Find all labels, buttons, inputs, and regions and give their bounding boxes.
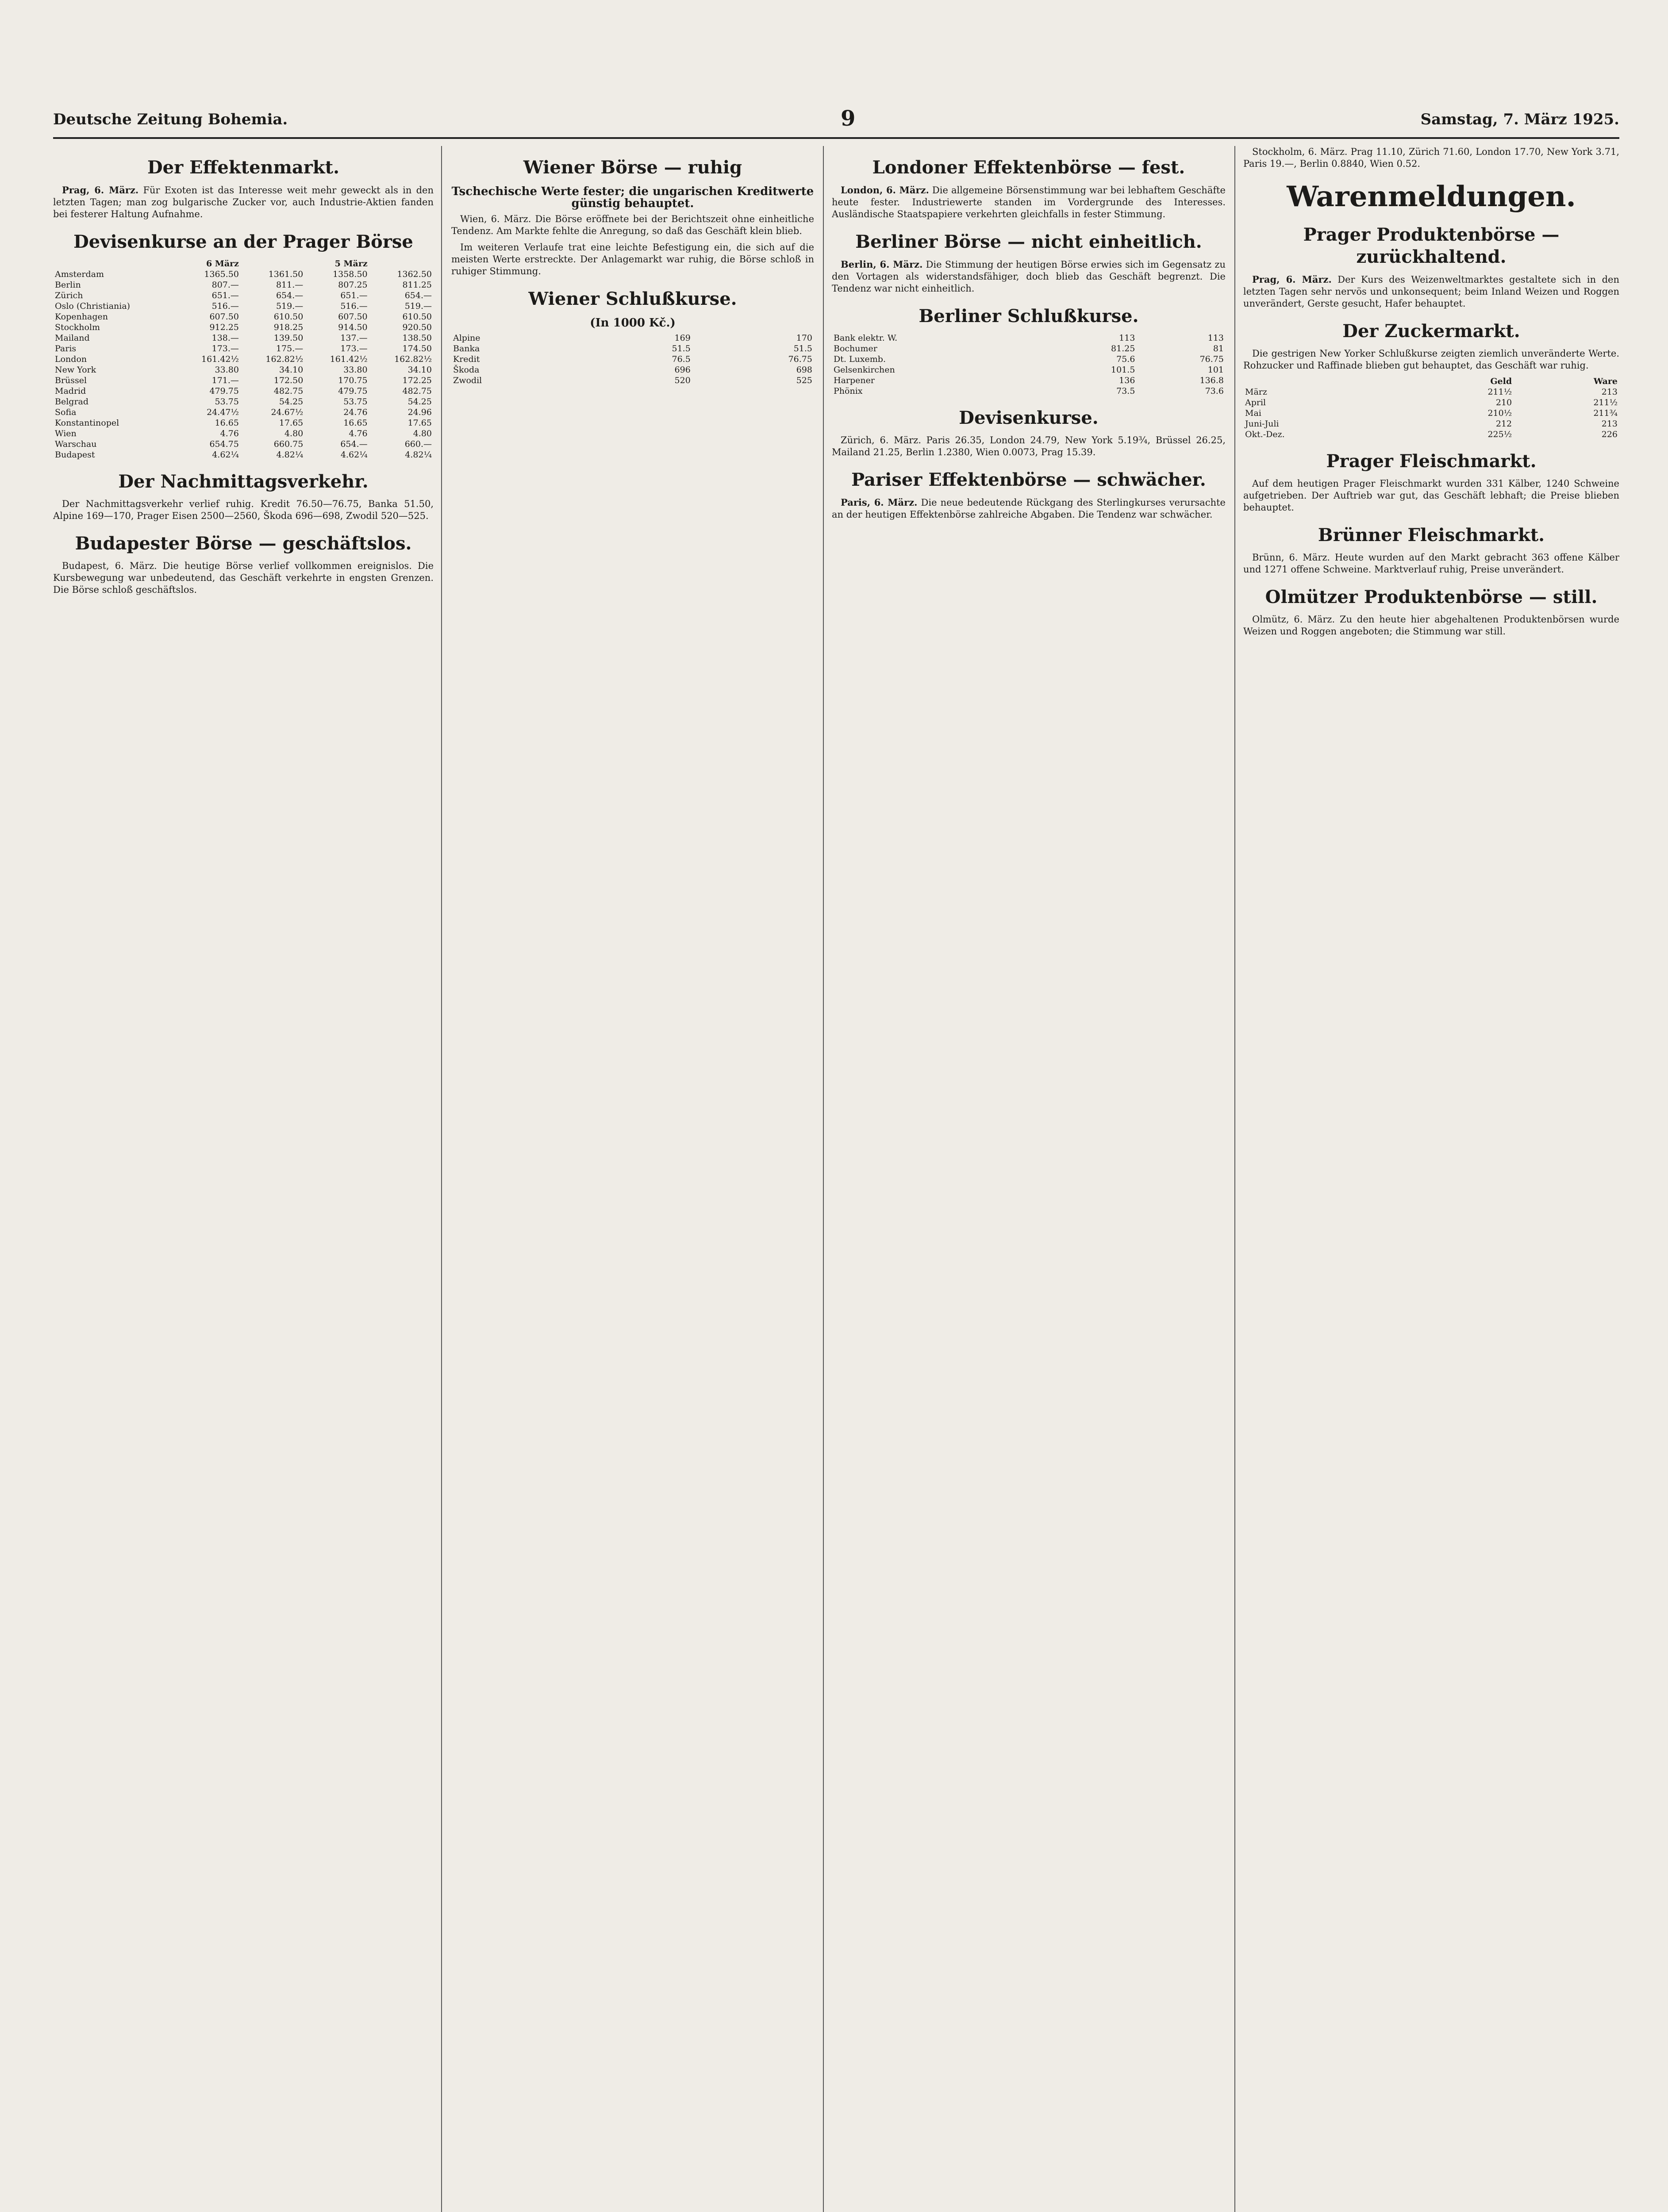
rate-cell: 138.50 [402, 333, 432, 343]
row-label: Bank elektr. W. [834, 333, 898, 343]
section-title: Prager Produktenbörse — zurückhaltend. [1303, 224, 1560, 267]
page-header [53, 106, 1619, 139]
table-row [451, 375, 814, 386]
berliner-schlusskurse-table [832, 333, 1226, 396]
paragraph: Wien, 6. März. Die Börse eröffnete bei der Berichtszeit ohne einheitliche Tendenz. Am Markte fehlte die Anregung, so daß das Geschäft klein blieb. [451, 214, 814, 236]
row-label: Wien [55, 429, 77, 438]
rate-cell: 53.75 [343, 397, 368, 407]
paragraph: Olmütz, 6. März. Zu den heute hier abgehaltenen Produktenbörsen wurde Weizen und Roggen angeboten; die Stimmung war still. [1243, 614, 1619, 637]
rate-cell: 169 [674, 333, 691, 343]
row-label: Warschau [55, 439, 97, 449]
paragraph: Die gestrigen New Yorker Schlußkurse zeigten ziemlich unveränderte Werte. Rohzucker und Raffinade blieben gut behauptet, das Geschäft war ruhig. [1243, 348, 1619, 371]
column-divider [823, 146, 824, 2212]
rate-cell: 4.76 [220, 429, 239, 438]
dateline: London, 6. März. [841, 184, 929, 196]
rate-cell: 4.82¼ [276, 450, 304, 460]
rate-cell: 914.50 [338, 323, 368, 332]
page-number: 9 [841, 106, 856, 131]
table-row [832, 333, 1226, 343]
table-row [53, 449, 434, 460]
rate-cell: 76.75 [788, 354, 812, 364]
row-label: Berlin [55, 280, 81, 290]
section-title: Brünner Fleischmarkt. [1318, 525, 1545, 545]
rate-cell: 807.— [211, 280, 239, 290]
rate-cell: 173.— [211, 344, 239, 353]
table-row [53, 407, 434, 418]
paragraph: Budapest, 6. März. Die heutige Börse verlief vollkommen ereignislos. Die Kursbewegung war unbedeutend, das Geschäft verkehrte in engsten Grenzen. Die Börse schloß geschäftslos. [53, 561, 434, 595]
rate-cell: 54.25 [279, 397, 304, 407]
rate-cell: 161.42½ [201, 354, 239, 364]
section-title: Warenmeldungen. [1287, 180, 1576, 213]
rate-cell: 162.82½ [265, 354, 304, 364]
paragraph-text: Für Exoten ist das Interesse weit mehr geweckt als in den letzten Tagen; man zog bulgarische Zucker vor, auch Industrie-Aktien fanden bei festerer Haltung Aufnahme. [53, 185, 434, 219]
rate-cell: 138.— [211, 333, 239, 343]
section-title: Wiener Börse — ruhig [523, 157, 742, 178]
table-row [53, 269, 434, 280]
paragraph: Der Nachmittagsverkehr verlief ruhig. Kredit 76.50—76.75, Banka 51.50, Alpine 169—170, Prager Eisen 2500—2560, Škoda 696—698, Zwodil 520—525. [53, 499, 434, 521]
rate-cell: 136 [1119, 376, 1135, 385]
table-row [53, 396, 434, 407]
paris-zucker-table [1243, 376, 1619, 440]
dateline: Prag, 6. März. [62, 184, 139, 196]
row-label: Gelsenkirchen [834, 365, 895, 375]
rate-cell: 24.96 [407, 407, 432, 417]
paragraph: Stockholm, 6. März. Prag 11.10, Zürich 71.60, London 17.70, New York 3.71, Paris 19.—, Berlin 0.8840, Wien 0.52. [1243, 146, 1619, 169]
rate-cell: 807.25 [338, 280, 368, 290]
section-title: Devisenkurse. [959, 407, 1099, 428]
rate-cell: 660.75 [273, 439, 304, 449]
rate-cell: 654.75 [209, 439, 239, 449]
rate-cell: 170.75 [338, 376, 368, 385]
table-row [53, 333, 434, 343]
paragraph-text: Der Kurs des Weizenweltmarktes gestaltete sich in den letzten Tagen sehr nervös und unkonsequent; beim Inland Weizen und Roggen unverändert, Gerste gesucht, Hafer behauptet. [1243, 274, 1619, 309]
rate-cell: 51.5 [793, 344, 812, 353]
section-title: Berliner Schlußkurse. [919, 306, 1139, 326]
row-label: Mai [1245, 408, 1261, 418]
rate-cell: 1361.50 [268, 269, 304, 279]
column-header [241, 258, 305, 269]
rate-cell: 519.— [276, 301, 304, 311]
table-row [1243, 419, 1619, 429]
dateline: Prag, 6. März. [1252, 274, 1332, 285]
paragraph: Zürich, 6. März. Paris 26.35, London 24.79, New York 5.19¾, Brüssel 26.25, Mailand 21.25, Berlin 1.2380, Wien 0.0073, Prag 15.39. [832, 435, 1226, 457]
table-row [451, 343, 814, 354]
section-title: Londoner Effektenbörse — fest. [872, 157, 1185, 178]
section-title: Pariser Effektenbörse — schwächer. [851, 469, 1206, 490]
issue-date: Samstag, 7. März 1925. [1420, 111, 1619, 128]
rate-cell: 174.50 [402, 344, 432, 353]
rate-cell: 213 [1601, 419, 1618, 429]
row-label: Stockholm [55, 323, 100, 332]
table-header-row [53, 258, 434, 269]
table-row [53, 365, 434, 375]
paragraph: Im weiteren Verlaufe trat eine leichte Befestigung ein, die sich auf die meisten Werte erstreckte. Der Anlagemarkt war ruhig, die Börse schloß in ruhiger Stimmung. [451, 242, 814, 276]
rate-cell: 654.— [276, 291, 304, 300]
section-title: Olmützer Produktenbörse — still. [1265, 587, 1598, 607]
table-row [832, 386, 1226, 396]
rate-cell: 1365.50 [204, 269, 239, 279]
table-row [53, 280, 434, 290]
row-label: April [1245, 398, 1266, 407]
rate-cell: 4.80 [284, 429, 304, 438]
rate-cell: 607.50 [338, 312, 368, 322]
rate-cell: 607.50 [209, 312, 239, 322]
rate-cell: 610.50 [273, 312, 304, 322]
rate-cell: 34.10 [407, 365, 432, 375]
table-row [451, 365, 814, 375]
column-header: 5 März [334, 259, 368, 269]
rate-cell: 4.82¼ [405, 450, 432, 460]
rate-cell: 520 [674, 376, 691, 385]
table-row [53, 343, 434, 354]
rate-cell: 4.80 [413, 429, 432, 438]
row-label: Zürich [55, 291, 83, 300]
rate-cell: 211½ [1593, 398, 1618, 407]
rate-cell: 516.— [211, 301, 239, 311]
rate-cell: 17.65 [279, 418, 304, 428]
column-2 [451, 146, 814, 2212]
row-label: Sofia [55, 407, 77, 417]
row-label: London [55, 354, 87, 364]
column-divider [441, 146, 442, 2212]
row-label: Konstantinopel [55, 418, 119, 428]
rate-cell: 33.80 [343, 365, 368, 375]
table-row [1243, 429, 1619, 440]
newspaper-name: Deutsche Zeitung Bohemia. [53, 111, 288, 128]
rate-cell: 24.67½ [271, 407, 304, 417]
rate-cell: 172.50 [273, 376, 304, 385]
wiener-schlusskurse-table [451, 333, 814, 386]
rate-cell: 651.— [340, 291, 368, 300]
paragraph: Brünn, 6. März. Heute wurden auf den Markt gebracht 363 offene Kälber und 1271 offene Schweine. Marktverlauf ruhig, Preise unverändert. [1243, 552, 1619, 575]
section-title: Devisenkurse an der Prager Börse [73, 231, 413, 252]
paragraph-text: Die Stimmung der heutigen Börse erwies sich im Gegensatz zu den Vortagen als widerstandsfähiger, doch blieb das Geschäft begrenzt. Die Tendenz war nicht einheitlich. [832, 259, 1226, 294]
devisen-table [53, 258, 434, 460]
rate-cell: 516.— [340, 301, 368, 311]
row-label: Harpener [834, 376, 875, 385]
table-header-row [1243, 376, 1619, 387]
rate-cell: 4.76 [349, 429, 368, 438]
table-row [832, 365, 1226, 375]
rate-cell: 33.80 [215, 365, 239, 375]
row-label: Amsterdam [55, 269, 104, 279]
rate-cell: 811.— [276, 280, 304, 290]
rate-cell: 479.75 [338, 386, 368, 396]
column-header: 6 März [206, 259, 239, 269]
table-row [1243, 397, 1619, 408]
section-title: Der Zuckermarkt. [1342, 321, 1520, 342]
rate-cell: 173.— [340, 344, 368, 353]
section-title: Berliner Börse — nicht einheitlich. [855, 231, 1202, 252]
table-row [53, 354, 434, 365]
column-header [369, 258, 434, 269]
table-row [451, 333, 814, 343]
rate-cell: 34.10 [279, 365, 304, 375]
column-header [53, 258, 177, 269]
rate-cell: 519.— [404, 301, 432, 311]
rate-cell: 24.76 [343, 407, 368, 417]
section-title: Der Effektenmarkt. [147, 157, 340, 178]
row-label: Alpine [453, 333, 480, 343]
rate-cell: 170 [796, 333, 812, 343]
dateline: Berlin, 6. März. [841, 259, 923, 270]
rate-cell: 912.25 [209, 323, 239, 332]
paragraph-text: Die allgemeine Börsenstimmung war bei lebhaftem Geschäfte heute fester. Industriewerte standen im Vordergrunde des Interesses. Ausländische Staatspapiere verkehrten gleichfalls in fester Stimmung. [832, 185, 1226, 219]
paragraph [832, 258, 1226, 295]
table-row [53, 428, 434, 439]
paragraph [832, 184, 1226, 220]
column-1 [53, 146, 434, 2212]
rate-cell: 81.25 [1111, 344, 1135, 353]
rate-cell: 76.75 [1199, 354, 1224, 364]
row-label: New York [55, 365, 96, 375]
rate-cell: 920.50 [402, 323, 432, 332]
rate-cell: 4.62¼ [212, 450, 239, 460]
rate-cell: 610.50 [402, 312, 432, 322]
rate-cell: 660.— [404, 439, 432, 449]
column-divider [1234, 146, 1235, 2212]
paragraph-text: Die neue bedeutende Rückgang des Sterlingkurses verursachte an der heutigen Effektenbörse zahlreiche Abgaben. Die Tendenz war schwächer. [832, 497, 1226, 520]
rate-cell: 651.— [211, 291, 239, 300]
row-label: März [1245, 387, 1267, 397]
paragraph [1243, 273, 1619, 310]
table-row [53, 386, 434, 396]
table-row [1243, 387, 1619, 397]
row-label: Dt. Luxemb. [834, 354, 886, 364]
rate-cell: 698 [796, 365, 812, 375]
rate-cell: 161.42½ [330, 354, 368, 364]
rate-cell: 24.47½ [207, 407, 239, 417]
rate-cell: 172.25 [402, 376, 432, 385]
rate-cell: 482.75 [273, 386, 304, 396]
row-label: Mailand [55, 333, 90, 343]
rate-cell: 54.25 [407, 397, 432, 407]
rate-cell: 213 [1601, 387, 1618, 397]
rate-cell: 210½ [1487, 408, 1512, 418]
section-title: Wiener Schlußkurse. [528, 288, 737, 309]
rate-cell: 175.— [276, 344, 304, 353]
column-header: Geld [1490, 376, 1512, 386]
table-row [451, 354, 814, 365]
rate-cell: 918.25 [273, 323, 304, 332]
table-row [53, 439, 434, 449]
rate-cell: 16.65 [215, 418, 239, 428]
table-row [1243, 408, 1619, 419]
rate-cell: 1362.50 [397, 269, 432, 279]
rate-cell: 136.8 [1199, 376, 1224, 385]
table-row [53, 311, 434, 322]
row-label: Škoda [453, 365, 480, 375]
column-4 [1243, 146, 1619, 2212]
row-label: Kopenhagen [55, 312, 108, 322]
row-label: Kredit [453, 354, 480, 364]
row-label: Bochumer [834, 344, 877, 353]
row-label: Belgrad [55, 397, 89, 407]
column-header [1243, 376, 1408, 387]
column-3 [832, 146, 1226, 2212]
rate-cell: 525 [796, 376, 812, 385]
table-row [53, 418, 434, 428]
table-row [53, 375, 434, 386]
rate-cell: 51.5 [672, 344, 691, 353]
rate-cell: 654.— [340, 439, 368, 449]
paragraph [832, 496, 1226, 521]
rate-cell: 479.75 [209, 386, 239, 396]
row-label: Phönix [834, 386, 863, 396]
row-label: Budapest [55, 450, 95, 460]
rate-cell: 113 [1119, 333, 1135, 343]
table-row [53, 290, 434, 301]
rate-cell: 113 [1207, 333, 1224, 343]
section-subtitle: Tschechische Werte fester; die ungarischen Kreditwerte günstig behauptet. [451, 185, 814, 210]
row-label: Banka [453, 344, 480, 353]
rate-cell: 75.6 [1116, 354, 1135, 364]
row-label: Madrid [55, 386, 86, 396]
table-row [832, 343, 1226, 354]
rate-cell: 654.— [404, 291, 432, 300]
rate-cell: 225½ [1487, 430, 1512, 439]
rate-cell: 226 [1601, 430, 1618, 439]
row-label: Oslo (Christiania) [55, 301, 131, 311]
table-row [53, 301, 434, 311]
rate-cell: 811.25 [402, 280, 432, 290]
rate-cell: 482.75 [402, 386, 432, 396]
rate-cell: 162.82½ [394, 354, 432, 364]
table-row [832, 354, 1226, 365]
rate-cell: 211¾ [1593, 408, 1618, 418]
rate-cell: 81 [1213, 344, 1224, 353]
rate-cell: 73.5 [1116, 386, 1135, 396]
dateline: Paris, 6. März. [841, 497, 918, 508]
rate-cell: 101 [1207, 365, 1224, 375]
rate-cell: 696 [674, 365, 691, 375]
row-label: Zwodil [453, 376, 482, 385]
section-title: Budapester Börse — geschäftslos. [75, 533, 412, 554]
rate-cell: 1358.50 [333, 269, 368, 279]
rate-cell: 210 [1495, 398, 1512, 407]
rate-cell: 4.62¼ [340, 450, 368, 460]
rate-cell: 137.— [340, 333, 368, 343]
section-title: Der Nachmittagsverkehr. [118, 471, 369, 492]
rate-cell: 139.50 [273, 333, 304, 343]
section-subtitle: (In 1000 Kč.) [590, 316, 676, 330]
rate-cell: 73.6 [1205, 386, 1224, 396]
table-row [53, 322, 434, 333]
column-header: Ware [1593, 376, 1618, 386]
row-label: Okt.-Dez. [1245, 430, 1285, 439]
rate-cell: 16.65 [343, 418, 368, 428]
row-label: Paris [55, 344, 77, 353]
rate-cell: 211½ [1487, 387, 1512, 397]
row-label: Juni-Juli [1245, 419, 1279, 429]
section-title: Prager Fleischmarkt. [1326, 451, 1537, 472]
rate-cell: 171.— [211, 376, 239, 385]
table-row [832, 375, 1226, 386]
rate-cell: 17.65 [407, 418, 432, 428]
rate-cell: 101.5 [1111, 365, 1135, 375]
rate-cell: 212 [1495, 419, 1512, 429]
row-label: Brüssel [55, 376, 87, 385]
paragraph: Auf dem heutigen Prager Fleischmarkt wurden 331 Kälber, 1240 Schweine aufgetrieben. Der Auftrieb war gut, das Geschäft lebhaft; die Preise blieben behauptet. [1243, 478, 1619, 513]
rate-cell: 76.5 [672, 354, 691, 364]
rate-cell: 53.75 [215, 397, 239, 407]
paragraph [53, 184, 434, 220]
